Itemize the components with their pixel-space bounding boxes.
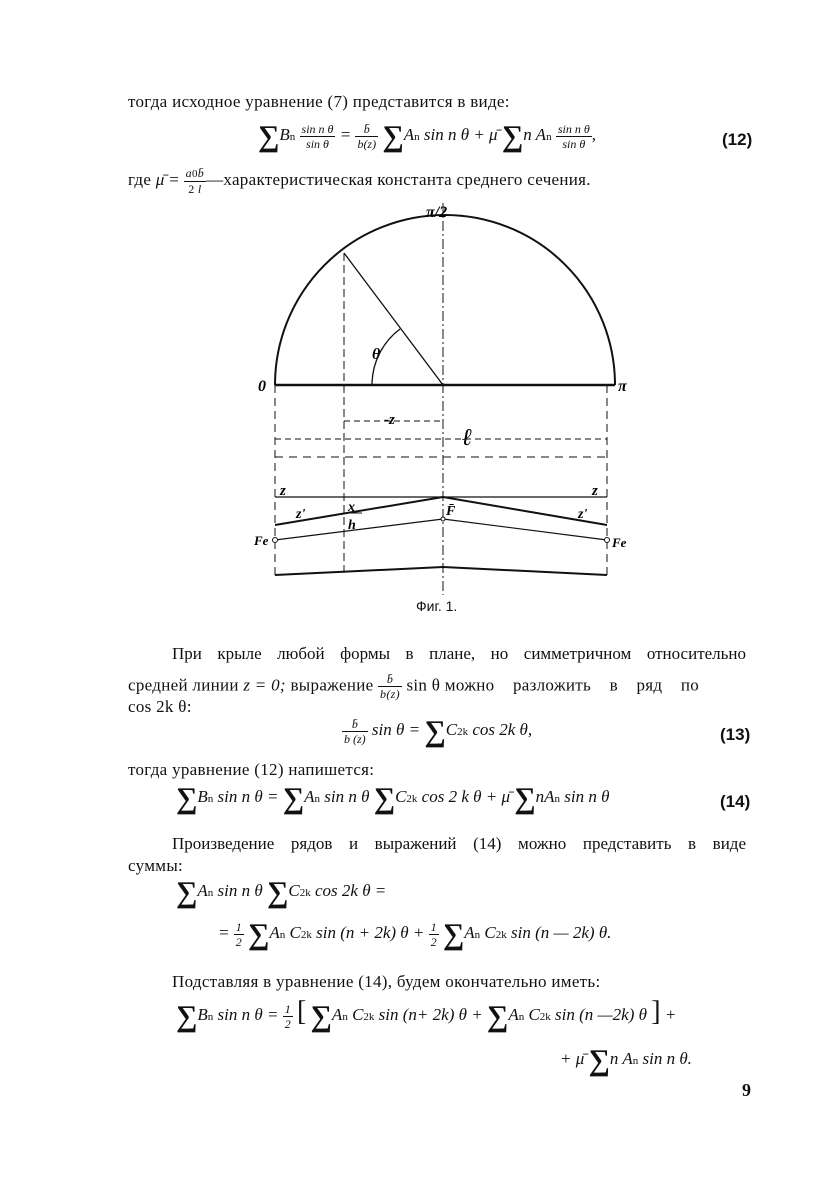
equation-14: ∑Bn sin n θ = ∑An sin n θ ∑C2k cos 2 k θ + μ̄ ∑nAn sin n θ (176, 782, 610, 815)
label-f-bar: F̄ (446, 504, 456, 519)
label-z-left: z (280, 483, 286, 499)
label-z-prime-right: z' (578, 507, 588, 522)
product-line-1: Произведение рядов и выражений (14) можно представить в виде (172, 834, 746, 853)
label-pi: π (618, 378, 627, 395)
para1-line2-d: можно разложить в ряд по (444, 675, 700, 695)
radius-line (344, 253, 443, 385)
paragraph-1-line-3: cos 2k θ: (128, 697, 192, 716)
label-fe-left: Fe (254, 533, 269, 548)
semicircle-arc (275, 215, 615, 385)
label-theta: θ (372, 346, 381, 363)
equation-14-number: (14) (720, 792, 751, 811)
focus-line-left (275, 519, 443, 540)
mu-description: —характеристическая константа среднего сечения. (206, 169, 591, 189)
label-h: h (348, 518, 356, 533)
label-x: x (348, 500, 355, 515)
page-number: 9 (742, 1080, 751, 1100)
label-l: ℓ (462, 425, 473, 451)
substituting-text: Подставляя в уравнение (14), будем окончательно иметь: (172, 972, 601, 991)
trailing-edge-left (275, 567, 443, 575)
paragraph-1-line-2: средней линии z = 0; выражение $\frac{b̄}{b(z)}$ sin θ можно разложить в ряд по (128, 672, 700, 701)
equation-13: $\frac{b̄}{b (z)}$ sin θ = ∑C2k cos 2k θ, (344, 715, 533, 748)
label-minus-z: -z (384, 412, 395, 428)
mu-definition: где μ̄ = $\frac{a0b̄}{2 l}$ —характеристическая константа среднего сечения. (128, 166, 591, 196)
intro-text: тогда исходное уравнение (7) представится в виде: (128, 92, 510, 111)
label-origin: 0 (258, 378, 266, 395)
figure-caption: Фиг. 1. (416, 598, 458, 614)
focus-line-right (443, 519, 607, 540)
fe-right-point (605, 538, 610, 543)
equation-13-number: (13) (720, 725, 751, 744)
figure-1 (250, 195, 630, 605)
paragraph-1-line-1: При крыле любой формы в плане, но симметричном относительно (172, 644, 746, 663)
para1-line2-c: выражение (290, 675, 374, 695)
final-equation-line-1: ∑Bn sin n θ = $\frac{1}{2}$ [ ∑An C2k sin (n+ 2k) θ + ∑An C2k sin (n —2k) θ ] + (176, 996, 677, 1033)
final-equation-line-2: + μ̄ ∑n An sin n θ. (560, 1044, 692, 1077)
trailing-edge-right (443, 567, 607, 575)
label-z-right: z (592, 483, 598, 499)
product-line-2: суммы: (128, 856, 184, 875)
label-fe-right: Fe (612, 535, 627, 550)
label-pi-half: π/2 (426, 204, 448, 221)
then-equation-text: тогда уравнение (12) напишется: (128, 760, 375, 779)
product-expansion-line-2: = $\frac{1}{2}$ ∑An C2k sin (n + 2k) θ + $\frac{1}{2}$ ∑An C2k sin (n — 2k) θ. (218, 918, 612, 951)
para1-line2-a: средней линии (128, 675, 239, 695)
label-z-prime-left: z' (296, 507, 306, 522)
product-expansion-line-1: ∑An sin n θ ∑C2k cos 2k θ = (176, 876, 387, 909)
mu-where-prefix: где (128, 169, 152, 189)
equation-12: ∑Bn $\frac{\text{sin n θ}}{\text{sin θ}}$ = $\frac{b̄}{b(z)}$ ∑An sin n θ + μ̄ ∑n An $\frac{\text{sin n θ}}{\text{sin θ}}$ , (258, 120, 596, 153)
fe-left-point (273, 538, 278, 543)
equation-12-number: (12) (722, 130, 753, 149)
f-point (441, 517, 445, 521)
para1-line2-b: z = 0; (243, 675, 286, 695)
